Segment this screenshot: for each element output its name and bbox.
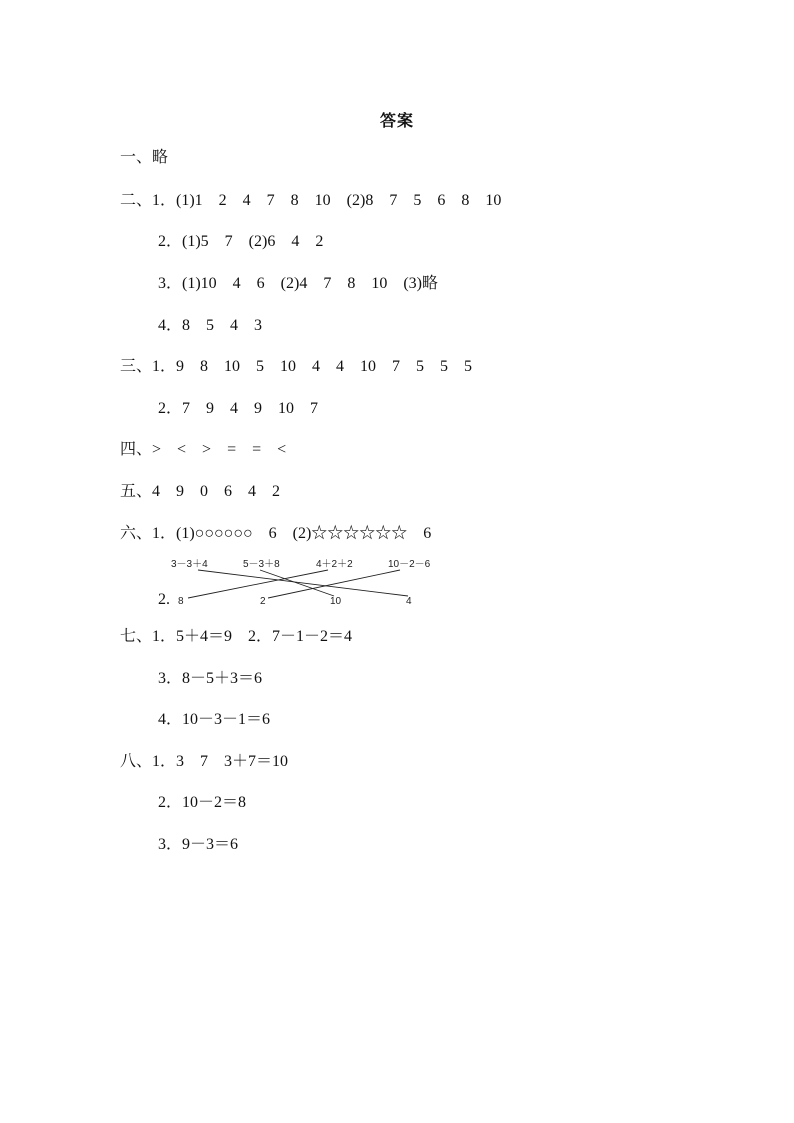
- answer-section-6-item-1: 六、1．(1)○○○○○○ 6 (2)☆☆☆☆☆☆ 6: [120, 525, 432, 542]
- matching-lines-svg: [150, 552, 450, 612]
- matching-top-expr-1: 3－3＋4: [171, 559, 208, 570]
- answer-section-3-item-2: 2．7 9 4 9 10 7: [158, 400, 319, 417]
- answer-section-2-item-2: 2．(1)5 7 (2)6 4 2: [158, 233, 324, 250]
- answer-section-2-item-3: 3．(1)10 4 6 (2)4 7 8 10 (3)略: [158, 275, 438, 292]
- matching-top-expr-2: 5－3＋8: [243, 559, 280, 570]
- matching-top-expr-4: 10－2－6: [388, 559, 431, 570]
- page-title: 答案: [379, 111, 414, 130]
- answer-section-7-item-3: 3．8－5＋3＝6: [158, 670, 263, 687]
- answer-section-5: 五、4 9 0 6 4 2: [120, 483, 281, 500]
- answer-section-3-item-1: 三、1．9 8 10 5 10 4 4 10 7 5 5 5: [120, 358, 473, 375]
- answer-section-8-item-1: 八、1．3 7 3＋7＝10: [120, 753, 289, 770]
- matching-bottom-number-2: 2: [260, 596, 266, 607]
- answer-section-2-item-1: 二、1．(1)1 2 4 7 8 10 (2)8 7 5 6 8 10: [120, 192, 502, 209]
- answer-section-7-item-4: 4．10－3－1＝6: [158, 711, 271, 728]
- matching-top-expr-3: 4＋2＋2: [316, 559, 353, 570]
- answer-section-8-item-3: 3．9－3＝6: [158, 836, 239, 853]
- answer-section-2-item-4: 4．8 5 4 3: [158, 317, 263, 334]
- matching-line-2: [198, 570, 408, 596]
- answer-section-6-item-2-label: 2.: [158, 591, 170, 608]
- matching-diagram: [150, 552, 450, 612]
- matching-bottom-number-4: 4: [406, 596, 412, 607]
- matching-bottom-number-3: 10: [330, 596, 342, 607]
- answer-section-4: 四、> < > = = <: [120, 441, 287, 458]
- matching-line-4: [268, 570, 400, 598]
- matching-bottom-number-1: 8: [178, 596, 184, 607]
- answer-section-8-item-2: 2．10－2＝8: [158, 794, 247, 811]
- answer-section-1: 一、略: [120, 149, 169, 166]
- answer-section-7-item-1: 七、1．5＋4＝9 2．7－1－2＝4: [120, 628, 353, 645]
- matching-line-3: [188, 570, 328, 598]
